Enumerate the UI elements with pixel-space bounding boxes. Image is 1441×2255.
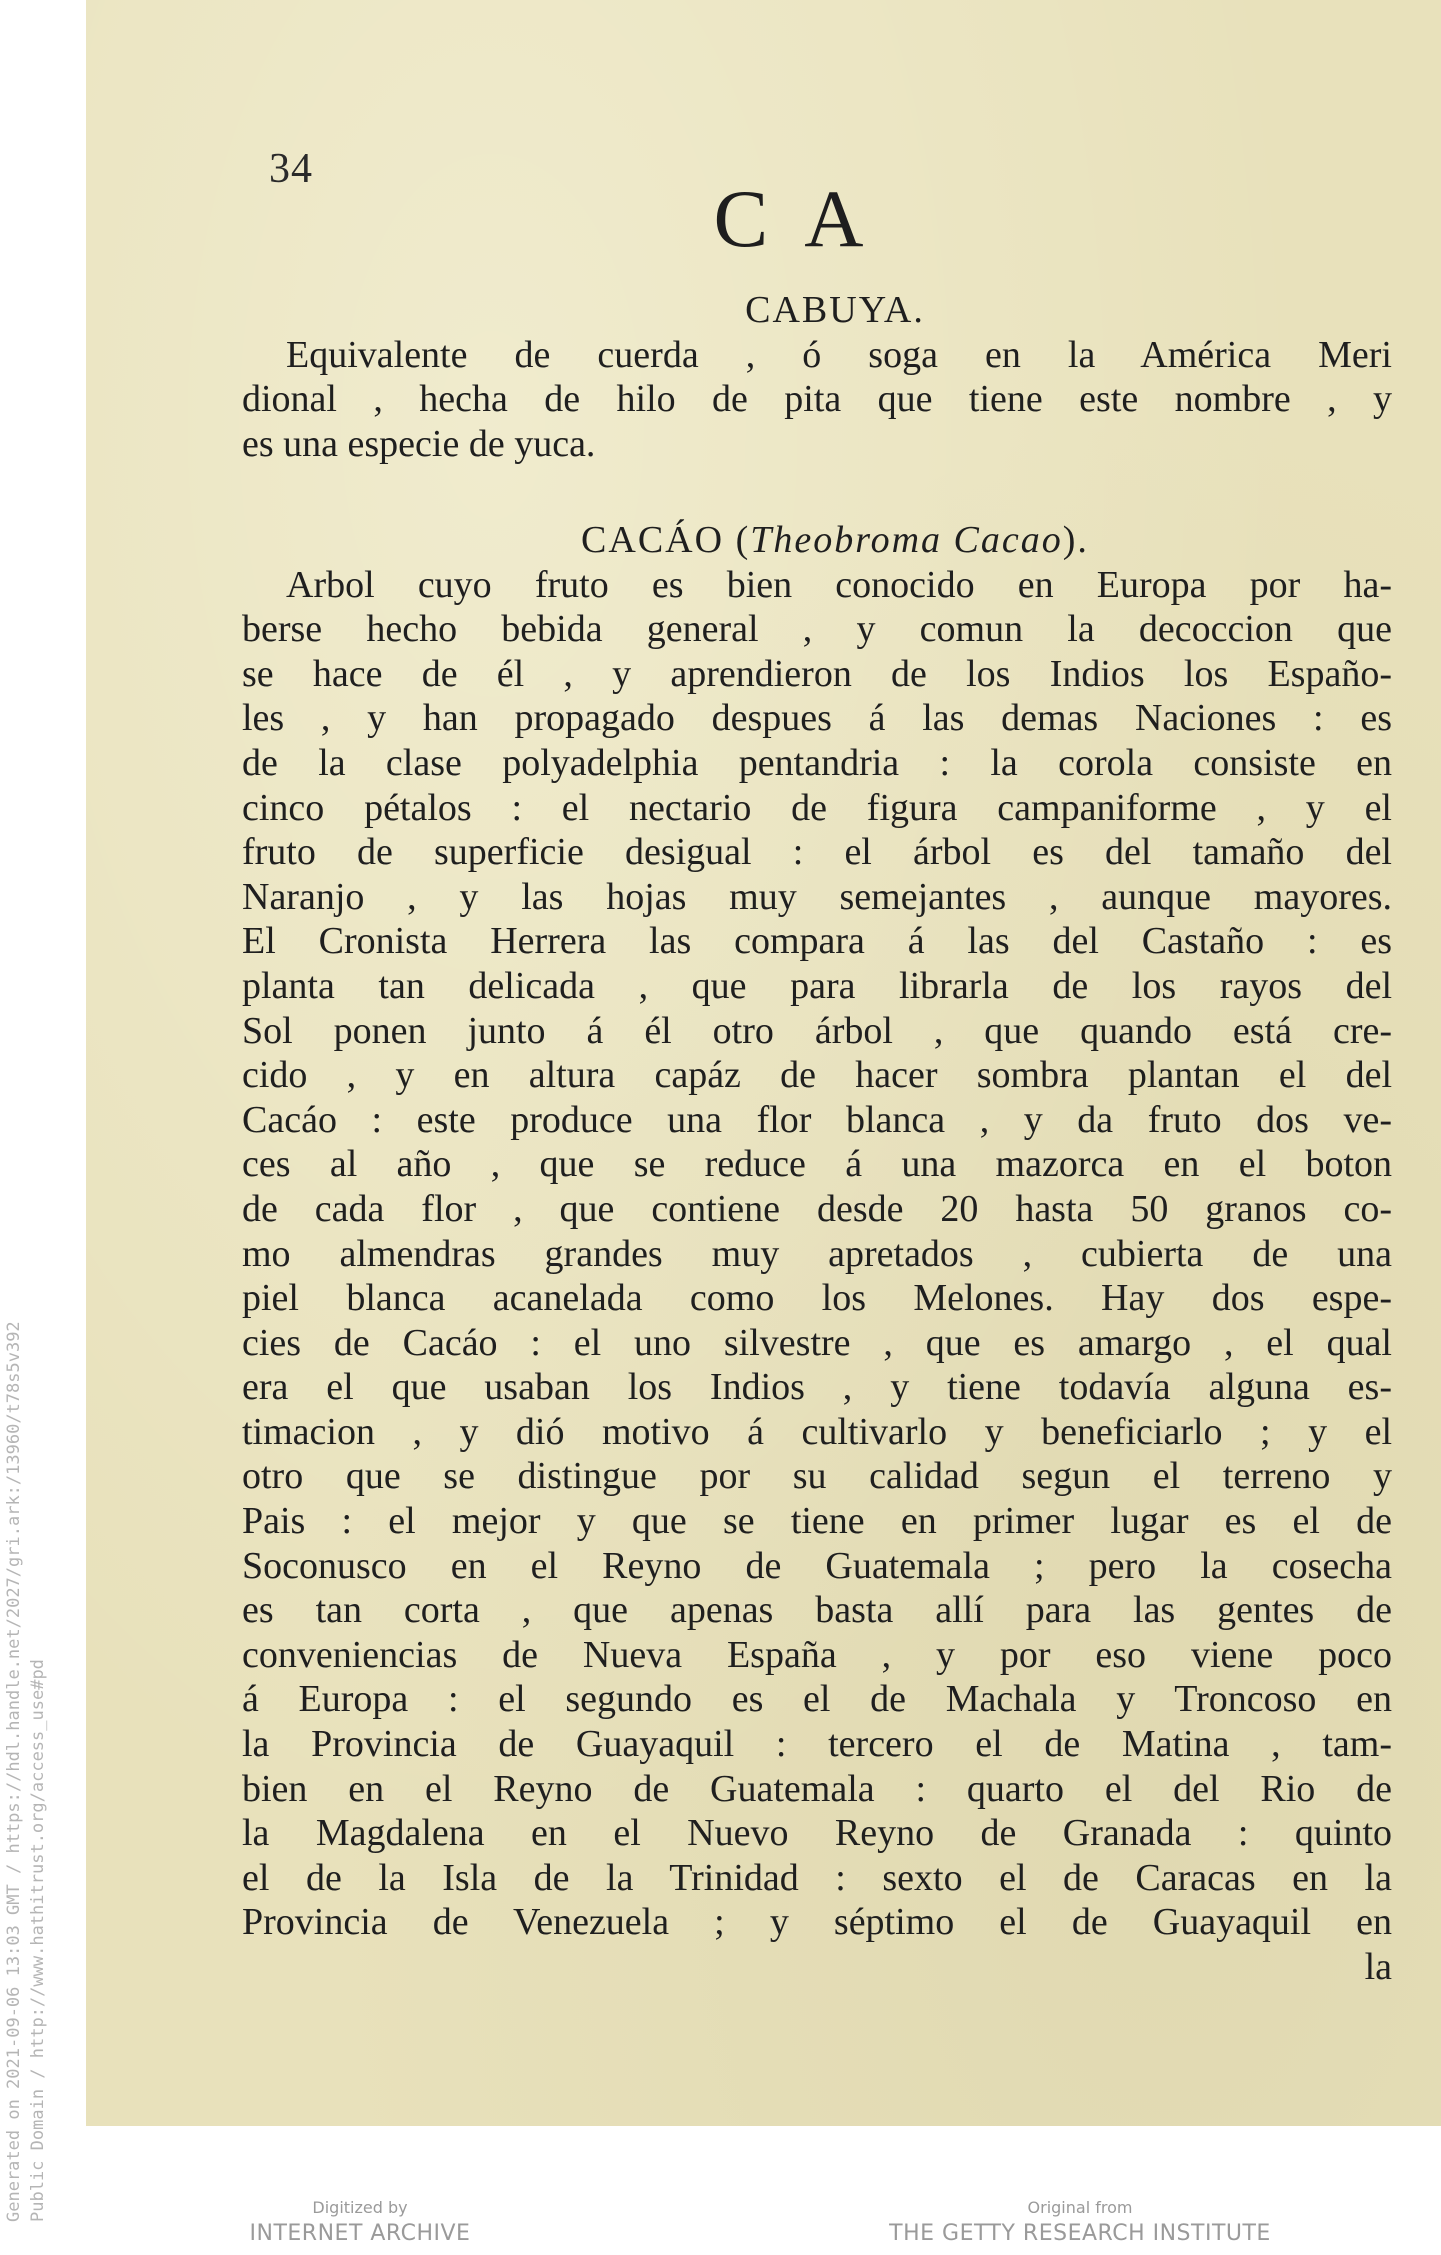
- body-line: Pais : el mejor y que se tiene en primer lugar es el de: [242, 1500, 1392, 1543]
- body-line: planta tan delicada , que para librarla de los rayos del: [242, 964, 1392, 1007]
- entry-cacao: [242, 518, 1392, 1990]
- body-line: Equivalente de cuerda , ó soga en la América Meri: [286, 333, 1392, 376]
- original-source-name: THE GETTY RESEARCH INSTITUTE: [889, 2221, 1271, 2246]
- body-line: mo almendras grandes muy apretados , cubierta de una: [242, 1232, 1392, 1275]
- heading-roman-close: ).: [1062, 519, 1089, 561]
- running-head: C A: [713, 173, 874, 264]
- body-line: conveniencias de Nueva España , y por eso viene poco: [242, 1633, 1392, 1676]
- entry-heading: [242, 518, 1392, 563]
- body-line: cies de Cacáo : el uno silvestre , que es amargo , el qual: [242, 1321, 1392, 1364]
- body-line: piel blanca acanelada como los Melones. Hay dos espe-: [242, 1277, 1392, 1320]
- original-from-credit: [880, 2198, 1280, 2246]
- catchword: la: [1364, 1946, 1392, 1988]
- body-line: ces al año , que se reduce á una mazorca en el boton: [242, 1143, 1392, 1186]
- body-line: el de la Isla de la Trinidad : sexto el de Caracas en la: [242, 1856, 1392, 1899]
- body-line: Sol ponen junto á él otro árbol , que quando está cre-: [242, 1009, 1392, 1052]
- scanned-page: [86, 0, 1441, 2126]
- body-line: la Provincia de Guayaquil : tercero el de Matina , tam-: [242, 1723, 1392, 1766]
- heading-roman-open: CACÁO (: [581, 519, 751, 561]
- body-line: la Magdalena en el Nuevo Reyno de Granada : quinto: [242, 1812, 1392, 1855]
- heading-scientific-name: Theobroma Cacao: [750, 519, 1063, 561]
- digitizer-name: INTERNET ARCHIVE: [249, 2221, 471, 2246]
- digitized-by-label: Digitized by: [312, 2198, 408, 2217]
- page-number: 34: [269, 146, 313, 192]
- body-line: es una especie de yuca.: [242, 422, 596, 465]
- body-line: era el que usaban los Indios , y tiene todavía alguna es-: [242, 1366, 1392, 1409]
- stamp-public-domain-line: Public Domain / http://www.hathitrust.org/access_use#pd: [28, 1659, 48, 2222]
- entry-heading: CABUYA.: [745, 289, 925, 331]
- body-line: á Europa : el segundo es el de Machala y Troncoso en: [242, 1678, 1392, 1721]
- body-line: les , y han propagado despues á las demas Naciones : es: [242, 697, 1392, 740]
- body-line: timacion , y dió motivo á cultivarlo y beneficiarlo ; y el: [242, 1410, 1392, 1453]
- body-line: Soconusco en el Reyno de Guatemala ; pero la cosecha: [242, 1544, 1392, 1587]
- body-line: cinco pétalos : el nectario de figura campaniforme , y el: [242, 786, 1392, 829]
- body-line: fruto de superficie desigual : el árbol es del tamaño del: [242, 831, 1392, 874]
- body-line: El Cronista Herrera las compara á las del Castaño : es: [242, 920, 1392, 963]
- digitized-by-credit: [230, 2198, 490, 2246]
- body-line: Arbol cuyo fruto es bien conocido en Europa por ha-: [286, 563, 1392, 606]
- body-line: otro que se distingue por su calidad segun el terreno y: [242, 1455, 1392, 1498]
- body-line: bien en el Reyno de Guatemala : quarto el del Rio de: [242, 1767, 1392, 1810]
- original-from-label: Original from: [1027, 2198, 1133, 2217]
- body-line: Cacáo : este produce una flor blanca , y da fruto dos ve-: [242, 1098, 1392, 1141]
- body-line: Naranjo , y las hojas muy semejantes , aunque mayores.: [242, 875, 1392, 918]
- access-stamp: [0, 0, 86, 2255]
- stamp-generated-line: Generated on 2021-09-06 13:03 GMT / https://hdl.handle.net/2027/gri.ark:/13960/t78s5v392: [4, 1321, 24, 2222]
- body-line: de cada flor , que contiene desde 20 hasta 50 granos co-: [242, 1187, 1392, 1230]
- body-line: de la clase polyadelphia pentandria : la corola consiste en: [242, 741, 1392, 784]
- body-line: cido , y en altura capáz de hacer sombra plantan el del: [242, 1054, 1392, 1097]
- entry-cabuya: [242, 288, 1392, 466]
- body-line: dional , hecha de hilo de pita que tiene este nombre , y: [242, 378, 1392, 421]
- body-line: se hace de él , y aprendieron de los Indios los Españo-: [242, 652, 1392, 695]
- body-line: Provincia de Venezuela ; y séptimo el de Guayaquil en: [242, 1901, 1392, 1944]
- body-line: es tan corta , que apenas basta allí para las gentes de: [242, 1589, 1392, 1632]
- body-line: berse hecho bebida general , y comun la decoccion que: [242, 608, 1392, 651]
